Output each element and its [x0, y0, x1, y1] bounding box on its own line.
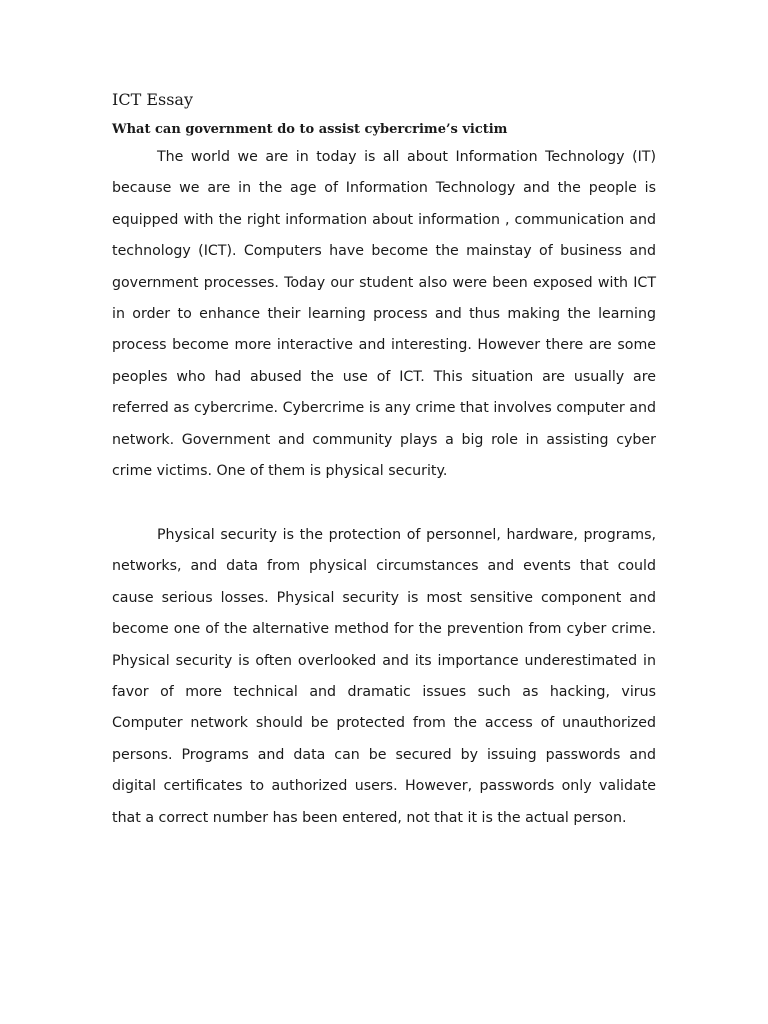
paragraph-physical-security: Physical security is the protection of personnel, hardware, programs, networks, and data from physical circumstances and events that could cause serious losses. Physical security is most sensitive component and become one of the alternative method for the prevention from cyber crime. Physical security is often overlooked and its importance underestimated in favor of more technical and dramatic issues such as hacking, virus Computer network should be protected from the access of unauthorized persons. Programs and data can be secured by issuing passwords and digital certificates to authorized users. However, passwords only validate that a correct number has been entered, not that it is the actual person. — [112, 527, 656, 826]
document-title: ICT Essay — [112, 90, 193, 109]
document-subtitle: What can government do to assist cybercrime’s victim — [112, 122, 508, 137]
paragraph-intro: The world we are in today is all about Information Technology (IT) because we are in the age of Information Technology and the people is equipped with the right information about information , communication and technology (ICT). Computers have become the mainstay of business and government processes. Today our student also were been exposed with ICT in order to enhance their learning process and thus making the learning process become more interactive and interesting. However there are some peoples who had abused the use of ICT. This situation are usually are referred as cybercrime. Cybercrime is any crime that involves computer and network. Government and community plays a big role in assisting cyber crime victims. One of them is physical security. — [112, 149, 656, 480]
